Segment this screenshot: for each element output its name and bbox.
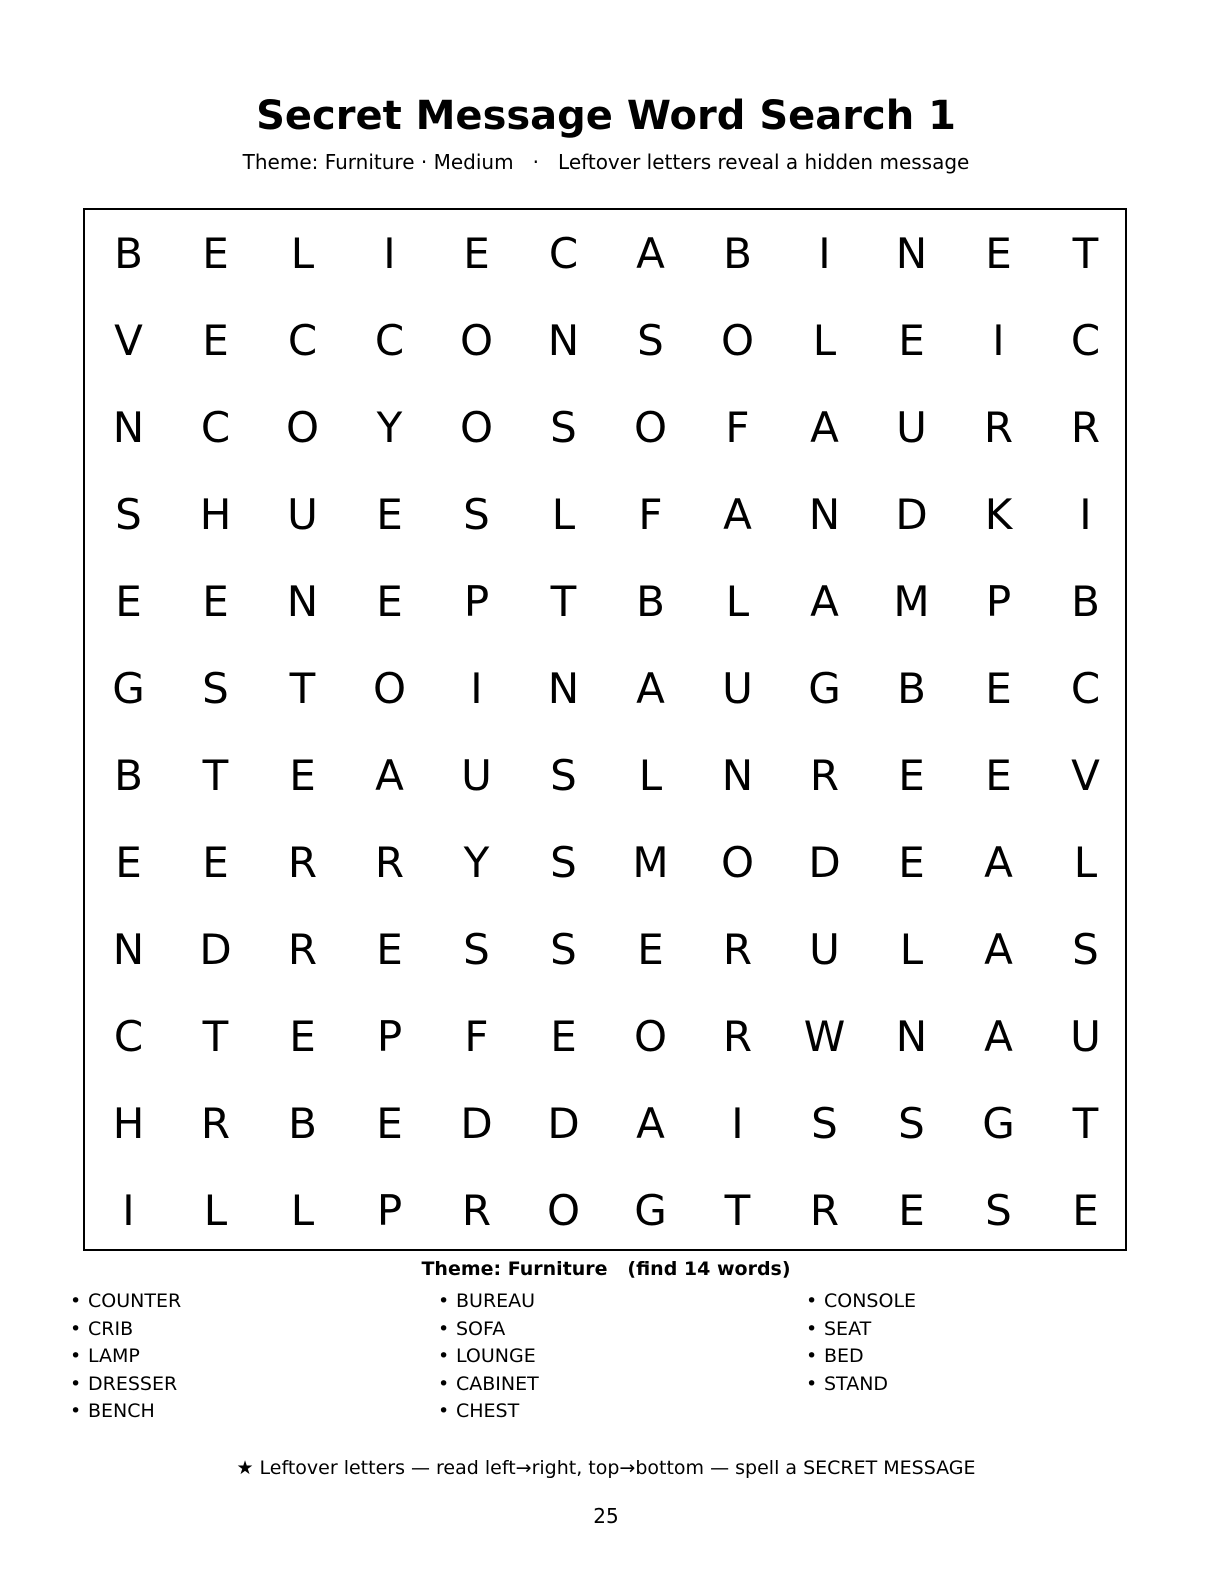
grid-letter: S	[898, 1099, 925, 1148]
grid-letter: N	[112, 925, 145, 974]
grid-letter: E	[463, 229, 490, 278]
grid-letter: D	[199, 925, 232, 974]
grid-letter: R	[722, 925, 753, 974]
word-list-item	[806, 1343, 916, 1371]
grid-letter: Y	[463, 838, 490, 887]
grid-letter: R	[1070, 403, 1101, 452]
grid-letter: T	[1072, 1099, 1099, 1148]
secret-message-instructions: ★ Leftover letters — read left→right, top→bottom — spell a SECRET MESSAGE	[236, 1457, 976, 1479]
word-list-item	[806, 1371, 916, 1399]
grid-letter: D	[808, 838, 841, 887]
page-subtitle: Theme: Furniture · Medium · Leftover letters reveal a hidden message	[242, 150, 970, 174]
grid-letter: O	[285, 403, 320, 452]
word-label: LOUNGE	[456, 1345, 536, 1367]
grid-letter: E	[115, 838, 142, 887]
grid-letter: W	[803, 1012, 846, 1061]
grid-letter: P	[985, 577, 1012, 626]
grid-letter: E	[376, 490, 403, 539]
grid-letter: A	[375, 751, 404, 800]
grid-letter: C	[287, 316, 318, 365]
grid-letter: R	[722, 1012, 753, 1061]
grid-letter: L	[290, 229, 315, 278]
grid-letter: E	[985, 664, 1012, 713]
grid-letter: A	[984, 925, 1013, 974]
grid-letter: N	[895, 1012, 928, 1061]
grid-letter: P	[376, 1186, 403, 1235]
grid-letter: U	[1070, 1012, 1101, 1061]
grid-letter: A	[984, 1012, 1013, 1061]
grid-letter: G	[982, 1099, 1015, 1148]
bullet-icon: •	[70, 1345, 82, 1367]
grid-letter: L	[203, 1186, 228, 1235]
grid-letter: C	[548, 229, 579, 278]
grid-letter: B	[288, 1099, 317, 1148]
grid-letter: A	[723, 490, 752, 539]
grid-letter: K	[984, 490, 1013, 539]
grid-letter: F	[725, 403, 750, 452]
grid-letter: V	[114, 316, 143, 365]
grid-letter: E	[550, 1012, 577, 1061]
grid-letter: R	[809, 751, 840, 800]
grid-letter: T	[202, 751, 229, 800]
grid-letter: B	[723, 229, 752, 278]
grid-letter: U	[287, 490, 318, 539]
grid-letter: S	[550, 838, 577, 887]
grid-letter: E	[202, 838, 229, 887]
word-label: COUNTER	[88, 1290, 182, 1312]
grid-letter: B	[114, 229, 143, 278]
grid-letter: I	[992, 316, 1005, 365]
grid-letter: E	[376, 577, 403, 626]
word-list-item	[70, 1316, 181, 1344]
grid-letter: T	[289, 664, 316, 713]
grid-letter: I	[1079, 490, 1092, 539]
grid-letter: N	[547, 316, 580, 365]
bullet-icon: •	[70, 1317, 82, 1340]
grid-letter: S	[550, 751, 577, 800]
grid-letter: S	[637, 316, 664, 365]
grid-letter: L	[638, 751, 663, 800]
word-list-item	[438, 1316, 539, 1344]
grid-letter: R	[983, 403, 1014, 452]
grid-letter: U	[809, 925, 840, 974]
word-label: CONSOLE	[824, 1290, 917, 1312]
grid-letter: O	[633, 1012, 668, 1061]
word-list-item	[438, 1398, 539, 1426]
grid-letter: S	[463, 490, 490, 539]
grid-letter: D	[895, 490, 928, 539]
grid-letter: R	[200, 1099, 231, 1148]
grid-letter: E	[202, 316, 229, 365]
grid-letter: D	[547, 1099, 580, 1148]
grid-letter: L	[1073, 838, 1098, 887]
grid-letter: F	[464, 1012, 489, 1061]
grid-letter: C	[1070, 664, 1101, 713]
bullet-icon: •	[70, 1290, 82, 1312]
grid-letter: R	[809, 1186, 840, 1235]
word-list-item	[70, 1288, 181, 1316]
grid-letter: E	[985, 751, 1012, 800]
bullet-icon: •	[70, 1372, 82, 1395]
word-list-item	[438, 1371, 539, 1399]
grid-letter: G	[808, 664, 841, 713]
grid-letter: S	[463, 925, 490, 974]
grid-letter: D	[460, 1099, 493, 1148]
grid-letter: E	[289, 1012, 316, 1061]
bullet-icon: •	[438, 1372, 450, 1395]
grid-letter: U	[722, 664, 753, 713]
grid-letter: E	[637, 925, 664, 974]
bullet-icon: •	[438, 1400, 450, 1422]
grid-letter: A	[636, 664, 665, 713]
grid-letter: P	[463, 577, 490, 626]
grid-letter: M	[632, 838, 669, 887]
grid-letter: I	[470, 664, 483, 713]
grid-letter: E	[1072, 1186, 1099, 1235]
grid-letter: G	[634, 1186, 667, 1235]
grid-letter: L	[899, 925, 924, 974]
grid-letter: E	[376, 1099, 403, 1148]
word-list-column-3	[806, 1288, 916, 1398]
word-label: BENCH	[88, 1400, 155, 1422]
grid-letter: L	[812, 316, 837, 365]
grid-letter: T	[1072, 229, 1099, 278]
grid-letter: R	[287, 925, 318, 974]
grid-letter: N	[721, 751, 754, 800]
grid-letter: C	[113, 1012, 144, 1061]
word-label: LAMP	[88, 1345, 140, 1367]
grid-letter: I	[818, 229, 831, 278]
word-label: SOFA	[456, 1317, 506, 1340]
grid-letter: U	[461, 751, 492, 800]
bullet-icon: •	[438, 1345, 450, 1367]
grid-letter: E	[898, 1186, 925, 1235]
grid-letter: B	[636, 577, 665, 626]
grid-letter: I	[731, 1099, 744, 1148]
grid-letter: E	[115, 577, 142, 626]
grid-letter: O	[372, 664, 407, 713]
grid-letter: S	[550, 403, 577, 452]
word-label: BED	[824, 1345, 864, 1367]
grid-letter: E	[898, 316, 925, 365]
grid-letter: V	[1071, 751, 1100, 800]
grid-letter: I	[122, 1186, 135, 1235]
word-list-column-2	[438, 1288, 539, 1426]
grid-letter: S	[811, 1099, 838, 1148]
grid-letter: C	[374, 316, 405, 365]
grid-letter: T	[202, 1012, 229, 1061]
word-label: CABINET	[456, 1372, 539, 1395]
grid-letter: S	[1072, 925, 1099, 974]
grid-letter: E	[985, 229, 1012, 278]
bullet-icon: •	[806, 1290, 818, 1312]
grid-letter: S	[115, 490, 142, 539]
grid-letter: E	[202, 577, 229, 626]
grid-letter: C	[1070, 316, 1101, 365]
page-title: Secret Message Word Search 1	[256, 93, 956, 139]
grid-letter: S	[985, 1186, 1012, 1235]
grid-letter: O	[720, 316, 755, 365]
grid-letter: N	[547, 664, 580, 713]
grid-letter: F	[638, 490, 663, 539]
grid-letter: H	[199, 490, 232, 539]
word-label: CHEST	[456, 1400, 520, 1422]
grid-letter: I	[383, 229, 396, 278]
word-list-item	[70, 1371, 181, 1399]
grid-letter: B	[897, 664, 926, 713]
grid-letter: H	[112, 1099, 145, 1148]
word-label: BUREAU	[456, 1290, 536, 1312]
grid-letter: B	[114, 751, 143, 800]
word-list-column-1	[70, 1288, 181, 1426]
grid-letter: O	[459, 316, 494, 365]
word-label: CRIB	[88, 1317, 134, 1340]
grid-letter: L	[725, 577, 750, 626]
grid-letter: O	[459, 403, 494, 452]
grid-letter: E	[898, 838, 925, 887]
grid-letter: N	[895, 229, 928, 278]
grid-letter: E	[376, 925, 403, 974]
word-search-grid	[83, 208, 1127, 1251]
grid-letter: O	[633, 403, 668, 452]
grid-letter: G	[112, 664, 145, 713]
grid-letter: R	[287, 838, 318, 887]
grid-letter: N	[112, 403, 145, 452]
grid-letter: B	[1071, 577, 1100, 626]
grid-letter: M	[893, 577, 930, 626]
grid-letter: A	[810, 403, 839, 452]
grid-letter: P	[376, 1012, 403, 1061]
grid-letter: E	[202, 229, 229, 278]
word-label: SEAT	[824, 1317, 872, 1340]
grid-letter: O	[720, 838, 755, 887]
grid-letter: N	[286, 577, 319, 626]
grid-letter: E	[898, 751, 925, 800]
word-list-item	[70, 1343, 181, 1371]
grid-letter: T	[550, 577, 577, 626]
bullet-icon: •	[806, 1345, 818, 1367]
word-list-item	[438, 1288, 539, 1316]
grid-letter: A	[636, 229, 665, 278]
word-list-heading: Theme: Furniture (find 14 words)	[421, 1258, 791, 1280]
grid-letter: E	[289, 751, 316, 800]
grid-letter: S	[202, 664, 229, 713]
page-number: 25	[593, 1504, 619, 1528]
grid-letter: T	[724, 1186, 751, 1235]
grid-letter: L	[290, 1186, 315, 1235]
grid-letter: R	[374, 838, 405, 887]
word-label: DRESSER	[88, 1372, 178, 1395]
bullet-icon: •	[70, 1400, 82, 1422]
word-list-item	[438, 1343, 539, 1371]
grid-letter: S	[550, 925, 577, 974]
word-label: STAND	[824, 1372, 889, 1395]
grid-letter: A	[636, 1099, 665, 1148]
grid-letter: C	[200, 403, 231, 452]
grid-letter: O	[546, 1186, 581, 1235]
grid-letter: A	[984, 838, 1013, 887]
word-list-item	[806, 1288, 916, 1316]
bullet-icon: •	[438, 1290, 450, 1312]
word-list-item	[806, 1316, 916, 1344]
bullet-icon: •	[806, 1317, 818, 1340]
grid-letter: L	[551, 490, 576, 539]
grid-letter: R	[461, 1186, 492, 1235]
bullet-icon: •	[806, 1372, 818, 1395]
grid-letter: A	[810, 577, 839, 626]
word-list-item	[70, 1398, 181, 1426]
grid-letter: U	[896, 403, 927, 452]
grid-letter: Y	[376, 403, 403, 452]
bullet-icon: •	[438, 1317, 450, 1340]
grid-letter: N	[808, 490, 841, 539]
